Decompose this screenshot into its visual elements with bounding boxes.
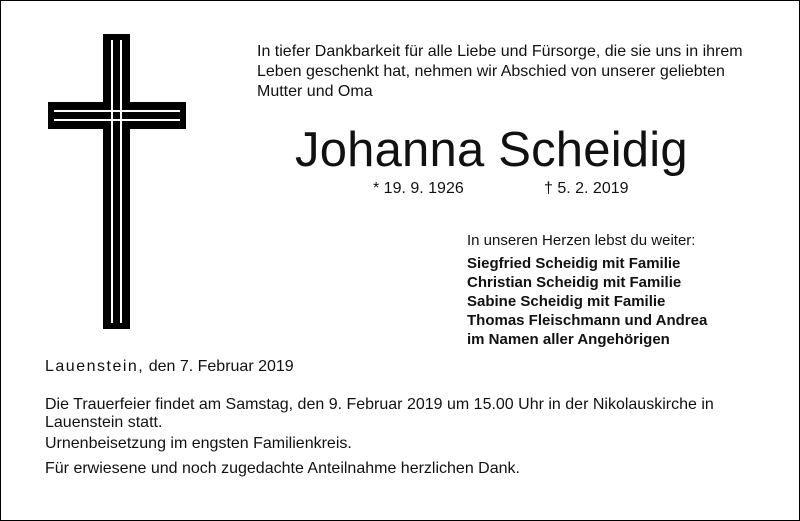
death-date: † 5. 2. 2019 bbox=[544, 180, 629, 197]
mourner-name: Christian Scheidig mit Familie bbox=[467, 274, 682, 291]
mourners-block bbox=[467, 231, 787, 349]
mourners-list bbox=[467, 254, 787, 349]
deceased-name: Johanna Scheidig bbox=[295, 123, 688, 177]
place: Lauenstein, bbox=[45, 358, 145, 375]
mourners-intro: In unseren Herzen lebst du weiter: bbox=[467, 232, 696, 249]
date: den 7. Februar 2019 bbox=[148, 358, 294, 375]
mourner-name: Siegfried Scheidig mit Familie bbox=[467, 255, 681, 272]
place-date-line bbox=[45, 357, 294, 377]
thanks-text: Für erwiesene und noch zugedachte Anteilnahme herzlichen Dank. bbox=[45, 460, 520, 477]
funeral-info: Die Trauerfeier findet am Samstag, den 9. Februar 2019 um 15.00 Uhr in der Nikolauskirche in Lauenstein statt. bbox=[45, 396, 714, 431]
burial-info: Urnenbeisetzung im engsten Familienkreis. bbox=[45, 435, 352, 452]
mourner-name: Thomas Fleischmann und Andrea bbox=[467, 312, 708, 329]
mourner-name: im Namen aller Angehörigen bbox=[467, 331, 670, 348]
birth-date: * 19. 9. 1926 bbox=[373, 180, 464, 197]
intro-text: In tiefer Dankbarkeit für alle Liebe und Fürsorge, die sie uns in ihrem Leben geschenkt hat, nehmen wir Abschied von unserer geliebten Mutter und Oma bbox=[257, 43, 743, 100]
mourner-name: Sabine Scheidig mit Familie bbox=[467, 293, 666, 310]
